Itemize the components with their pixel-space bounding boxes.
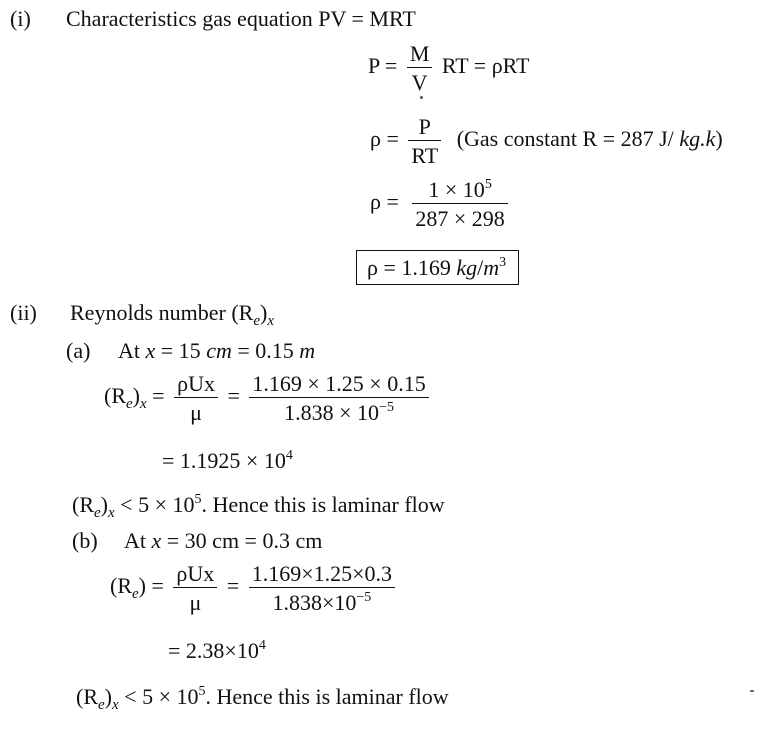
- section-i-heading: Characteristics gas equation PV = MRT: [66, 6, 416, 31]
- part-a-label: (a): [66, 338, 91, 363]
- part-a-reynolds-equation: $(R_e)_x$ = $\frac{\text{ρUx}}{\mu}$ = $\frac{1.169 \times 1.25 \times 0.15}{1.838 \times 10^{-5}}$: [104, 372, 433, 424]
- fraction-p-over-rt: $\frac{P}{RT}$: [408, 115, 441, 167]
- equation-rho-p-rt: ρ = $\frac{P}{RT}$ (Gas constant R = 287 J/ kg.k): [370, 114, 723, 169]
- gas-constant-note: (Gas constant R = 287 J/ kg.k): [456, 126, 723, 152]
- part-b-result: = $2.38\times 10^4$: [168, 638, 266, 663]
- section-ii-heading: Reynolds number $(R_e)_x$: [70, 300, 274, 329]
- equation-rho-numeric: ρ = $\frac{1 \times 10^5}{287 \times 298}$: [370, 178, 512, 230]
- equation-p-mv: P = $\frac{M}{V}$ RT = ρRT: [368, 41, 530, 96]
- scan-speck: [420, 96, 423, 99]
- fraction-rho-u-x-over-mu-b: $\frac{\text{ρUx}}{\mu}$: [173, 562, 217, 614]
- fraction-part-a-numeric: $\frac{1.169 \times 1.25 \times 0.15}{1.838 \times 10^{-5}}$: [249, 372, 428, 424]
- fraction-m-over-v: $\frac{M}{V}$: [407, 42, 433, 94]
- scan-speck: [750, 690, 754, 692]
- section-ii-label: (ii): [10, 300, 37, 325]
- section-i-label: (i): [10, 6, 31, 31]
- fraction-part-b-numeric: $\frac{1.169\times 1.25\times 0.3}{1.838\times 10^{-5}}$: [249, 562, 395, 614]
- part-b-position: At x = 30 cm = 0.3 cm: [124, 528, 323, 553]
- part-a-result: = $1.1925 \times 10^4$: [162, 448, 293, 473]
- part-b-label: (b): [72, 528, 98, 553]
- part-a-position: At x = 15 cm = 0.15 m: [118, 338, 316, 363]
- part-b-reynolds-equation: $(R_e)$ = $\frac{\text{ρUx}}{\mu}$ = $\frac{1.169\times 1.25\times 0.3}{1.838\times 10^{-5}}$: [110, 562, 399, 614]
- density-result-box: ρ = 1.169 $kg/m^3$: [356, 250, 519, 285]
- part-b-conclusion: $(R_e)_x < 5 \times 10^5$. Hence this is laminar flow: [76, 684, 449, 713]
- fraction-rho-u-x-over-mu: $\frac{\text{ρUx}}{\mu}$: [174, 372, 218, 424]
- fraction-pressure-over-rt: $\frac{1 \times 10^5}{287 \times 298}$: [412, 178, 507, 230]
- part-a-conclusion: $(R_e)_x < 5 \times 10^5$. Hence this is laminar flow: [72, 492, 445, 521]
